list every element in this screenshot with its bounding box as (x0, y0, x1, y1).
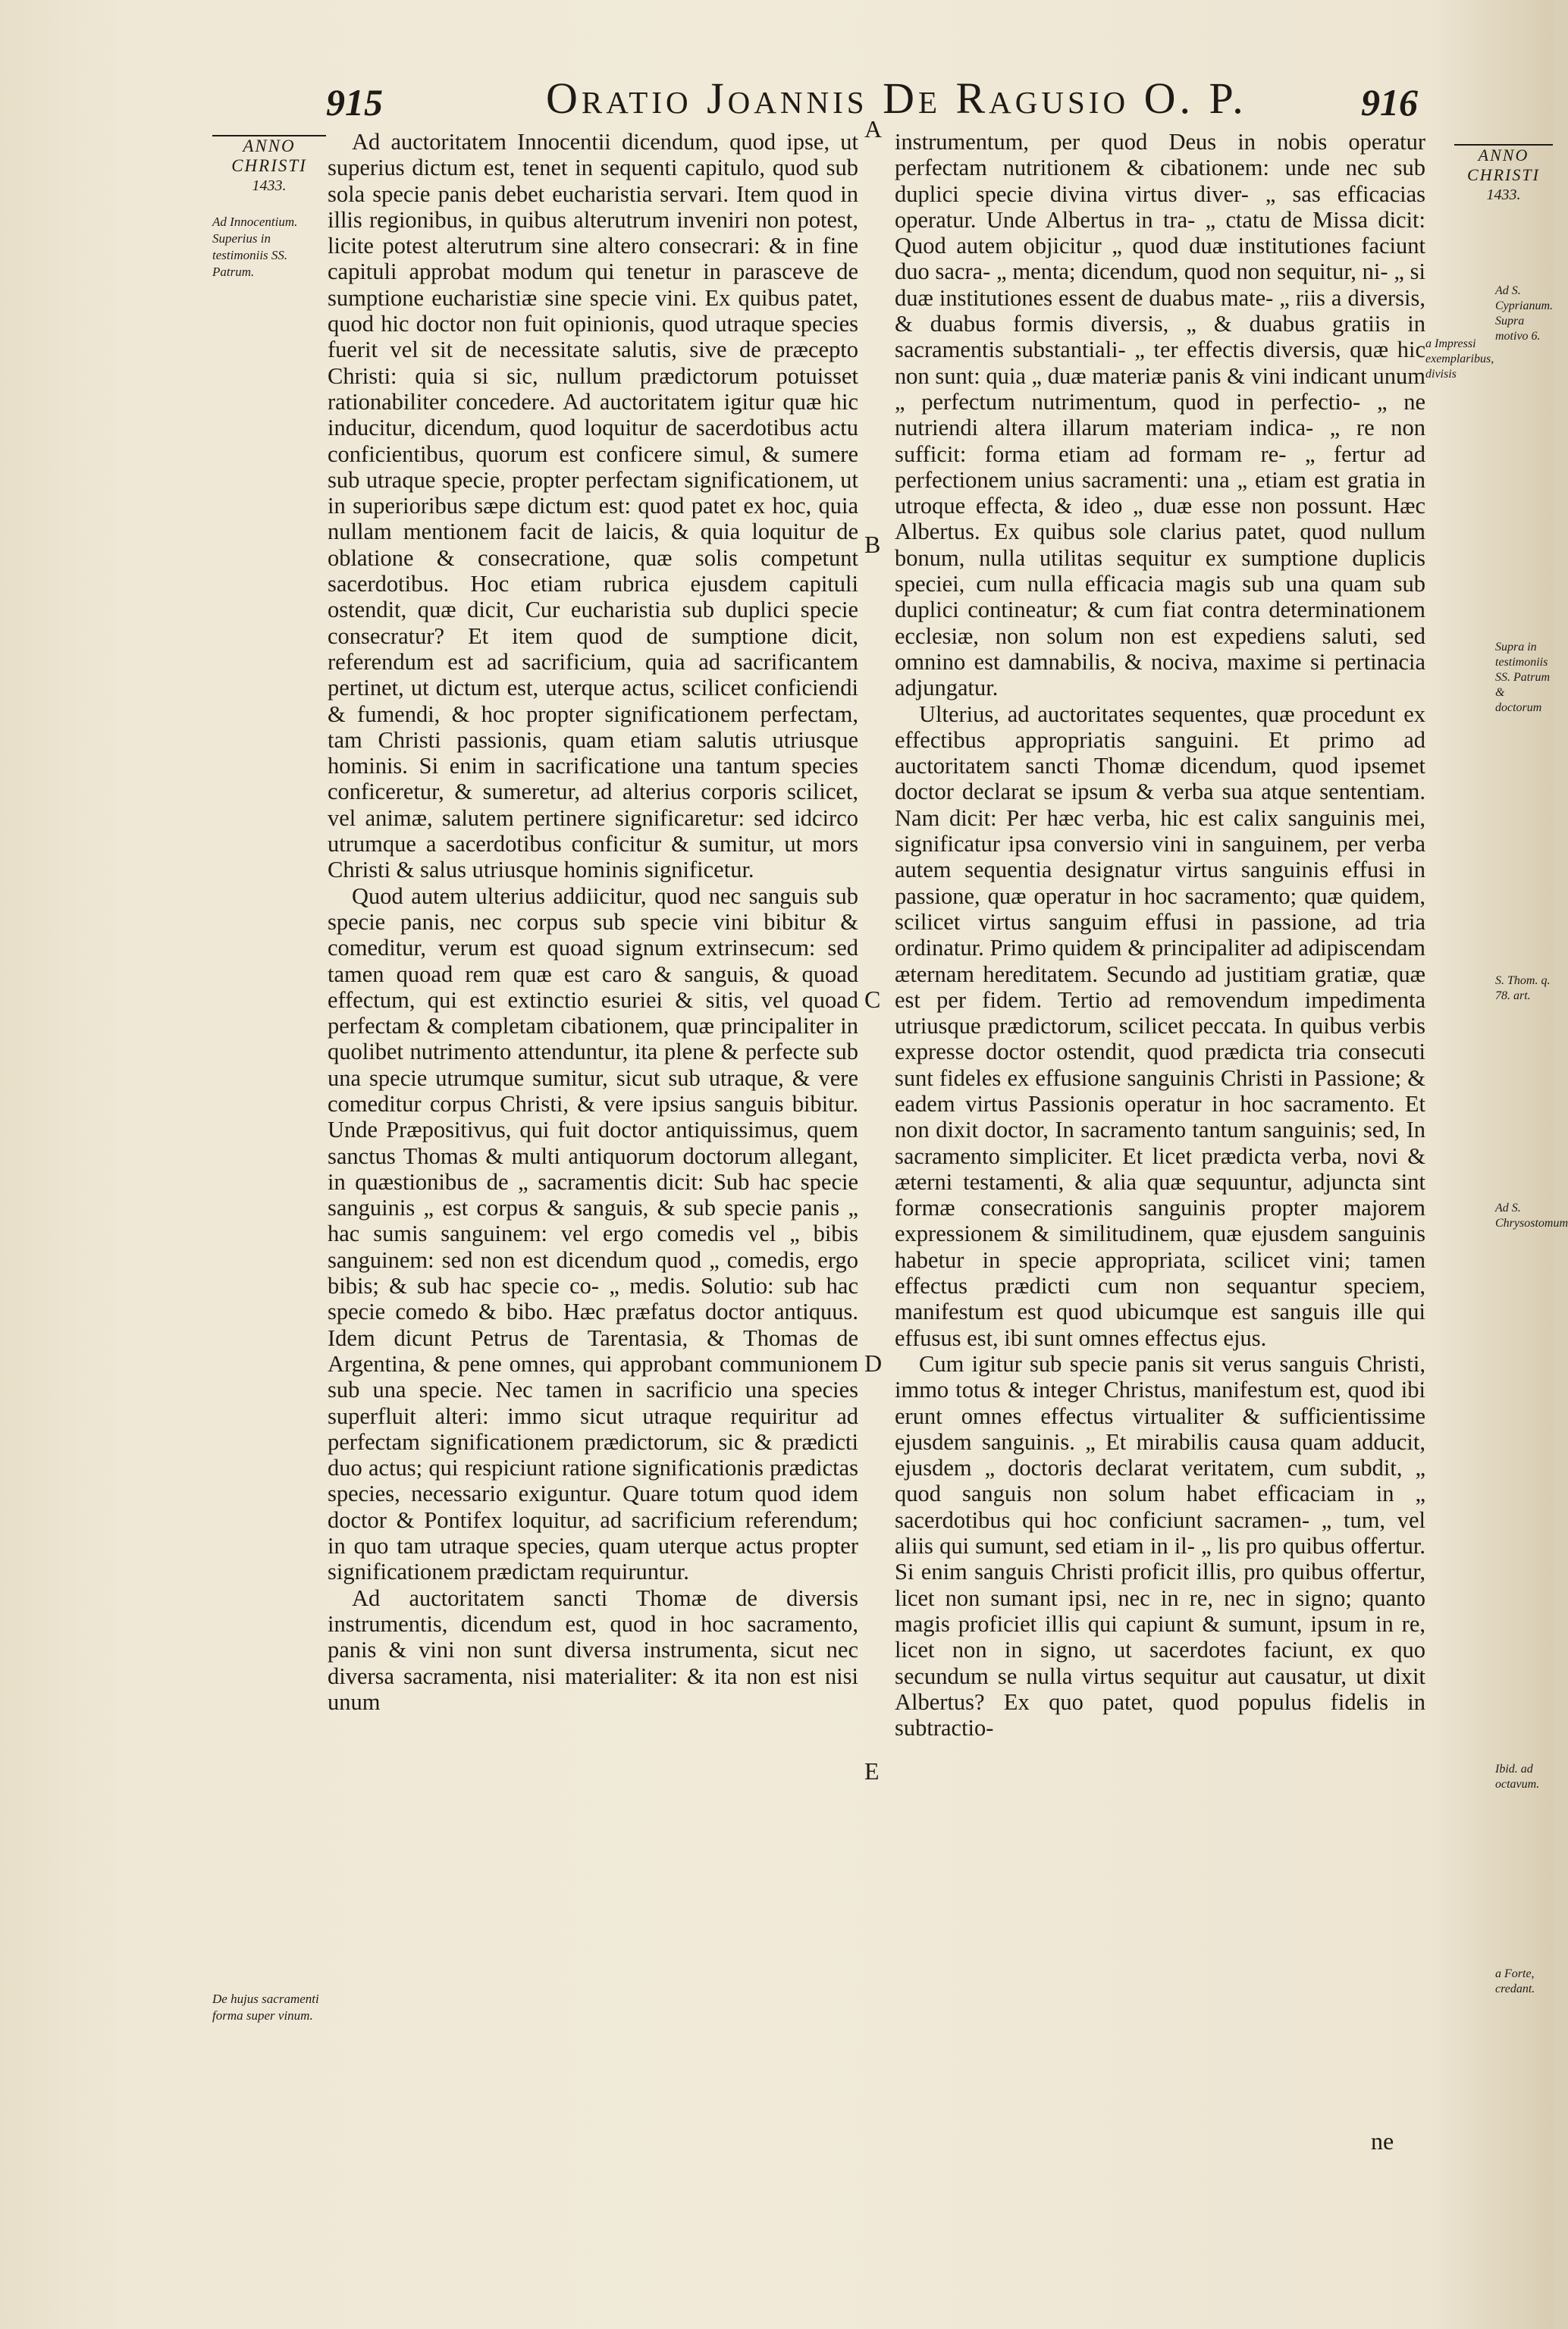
side-note-forma: De hujus sacramenti forma super vinum. (212, 1992, 319, 2023)
side-note-testimoniis: Supra in testimoniis SS. Patrum & doctorum (1495, 641, 1550, 714)
page-number-left: 915 (326, 81, 383, 124)
page-title: Oratio Joannis De Ragusio O. P. (546, 74, 1247, 123)
text-column-left (328, 129, 858, 1715)
anno-label: ANNO (212, 135, 326, 156)
christi-label: CHRISTI (1467, 165, 1540, 184)
side-note-credant: a Forte, credant. (1495, 1967, 1535, 1995)
side-note-octavum: Ibid. ad octavum. (1495, 1763, 1540, 1791)
side-note-chrysostomum: Ad S. Chrysostomum (1495, 1202, 1568, 1230)
column-letter: B (864, 531, 881, 558)
text-column-right (895, 129, 1425, 1741)
side-note-thomas: S. Thom. q. 78. art. (1495, 974, 1551, 1002)
page-number-right: 916 (1361, 81, 1418, 124)
paragraph: Ad auctoritatem Innocentii dicendum, quod ipse, ut superius dictum est, tenet in sequenti capitulo, quod sub sola specie panis debet eucharistia servari. Item quod in illis regionibus, in quibus alterutrum inveniri non potest, licite potest alterutrum sine altero consecrari: & in fine capituli approbat modum qui tenetur in parasceve de sumptione eucharistiæ sine specie vini. Ex quibus patet, quod hic doctor non fuit opinionis, quod utraque species fuerit vel sit de necessitate salutis, sive de præcepto Christi: quia si sic, nullum prædictorum potuisset rationabiliter concedere. Ad auctoritatem igitur quæ hic inducitur, dicendum, quod loquitur de sacerdotibus actu conficientibus, quorum est conficere simul, & sumere sub utraque specie, propter perfectam significationem, ut in superioribus sæpe dictum est: quod patet ex hoc, quia nullam mentionem facit de laicis, & quia loquitur de oblatione & consecratione, quæ solis competunt sacerdotibus. Hoc etiam rubrica ejusdem capituli ostendit, quæ dicit, Cur eucharistia sub duplici specie consecratur? Et item quod de sumptione dicit, referendum est ad sacrificium, quia ad sacrificantem pertinet, ut dictum est, uterque actus, scilicet conficiendi & fumendi, & hoc propter significationem perfectam, tam Christi passionis, quam etiam salutis utriusque hominis. Si enim in sacrificatione una tantum species conficeretur, & sumeretur, ad alterius corporis scilicet, vel animæ, salutem pertinere significaretur: sed idcirco utrumque a sacerdotibus conficitur & sumitur, ut mors Christi & salus utriusque hominis significetur. (328, 129, 858, 883)
side-note-cyprianum: Ad S. Cyprianum. Supra motivo 6. (1495, 284, 1553, 343)
paragraph: instrumentum, per quod Deus in nobis operatur perfectam nutritionem & cibationem: unde nec sub duplici specie divina virtus diver- „ sas efficacias operatur. Unde Albertus in tra- „ ctatu de Missa dicit: Quod autem objicitur „ quod duæ institutiones faciunt duo sacra- „ menta; dicendum, quod non sequitur, ni- „ si duæ institutiones essent de duabus mate- „ riis a diversis, & duabus formis diversis, „ & duabus gratiis in sacramentis substantiali- „ ter effectis diversis, quæ hic non sunt: quia „ duæ materiæ panis & vini indicant unum „ perfectum nutrimentum, quod in perfectio- „ ne nutriendi altera illarum materiam indica- „ re non sufficit: forma etiam ad formam re- „ fertur ad perfectionem unius sacramenti: una „ etiam est gratia in utroque effecta, & ideo „ duæ esse non possunt. Hæc Albertus. Ex quibus sole clarius patet, quod nullum bonum, nulla utilitas sequitur ex sumptione duplicis speciei, cum nulla efficacia magis sub una quam sub duplici contineatur; & cum fiat contra determinationem ecclesiæ, non solum non est expediens saluti, sed omnino est damnabilis, & nociva, maxime si pertinacia adjungatur. (895, 129, 1425, 701)
year-label: 1433. (252, 177, 287, 194)
running-head (0, 70, 1553, 130)
anno-label: ANNO (1454, 144, 1553, 165)
left-margin (212, 135, 326, 2023)
catchword: ne (1371, 2127, 1394, 2155)
footnote-star: a Impressi exemplaribus, divisis (1425, 337, 1494, 381)
right-margin (1454, 144, 1553, 205)
year-box-left (212, 135, 326, 196)
side-note-innocentium: Ad Innocentium. Superius in testimoniis SS. Patrum. (212, 215, 298, 279)
paragraph: Ulterius, ad auctoritates sequentes, quæ procedunt ex effectibus appropriatis sanguini. Et primo ad auctoritatem sancti Thomæ dicendum, quod ipsemet doctor declarat se ipsum & verba sua atque sententiam. Nam dicit: Per hæc verba, hic est calix sanguinis mei, significatur ipsa conversio vini in sanguinem, per verba autem sequentia designatur virtus sanguinis effusi in passione, quæ operatur in hoc sacramento; quæ quidem, scilicet virtus sanguim effusi in passione, ad tria ordinatur. Primo quidem & principaliter ad adipiscendam æternam hereditatem. Secundo ad justitiam gratiæ, quæ est per fidem. Tertio ad removendum impedimenta utriusque prædictorum, scilicet peccata. In quibus verbis expresse doctor ostendit, quod prædicta tria consecuti sunt fideles ex effusione sanguinis Christi in Passione; & eadem virtus Passionis operatur in hoc sacramento. Et non dixit doctor, In sacramento tantum sanguinis; sed, In sacramento simpliciter. Et licet prædicta verba, novi & æterni testamenti, & alia quæ sequuntur, adjuncta sint formæ consecrationis sanguinis propter majorem expressionem & similitudinem, quæ ejusdem sanguinis habetur in specie appropriata, scilicet vini; tamen effectus prædicti cum non sequantur speciem, manifestum est quod ubicumque est sanguis ille qui effusus est, ibi sunt omnes effectus ejus. (895, 701, 1425, 1351)
column-letter: C (864, 986, 881, 1013)
paragraph: Cum igitur sub specie panis sit verus sanguis Christi, immo totus & integer Christus, manifestum est, quod ibi erunt omnes effectus virtualiter & sufficientissime ejusdem sanguinis. „ Et mirabilis causa quam adducit, ejusdem „ doctoris declarat veritatem, cum subdit, „ quod sanguis non solum habet efficaciam in „ sacerdotibus qui hoc conficiunt sacramen- „ tum, vel aliis qui sumunt, sed etiam in il- „ lis pro quibus offertur. Si enim sanguis Christi proficit illis, pro quibus offertur, licet non sumant ipsi, nec in re, nec in signo; quanto magis proficiet illis qui capiunt & sumunt, ipsum in re, licet non in signo, ut sacerdotes faciunt, ex quo secundum se nulla virtus sequitur aut causatur, ut dixit Albertus? Ex quo patet, quod populus fidelis in subtractio- (895, 1350, 1425, 1741)
year-label: 1433. (1486, 187, 1521, 203)
paragraph: Ad auctoritatem sancti Thomæ de diversis instrumentis, dicendum est, quod in hoc sacramento, panis & vini non sunt diversa instrumenta, sicut nec diversa sacramenta, nisi materialiter: & ita non est nisi unum (328, 1585, 858, 1715)
christi-label: CHRISTI (231, 156, 307, 175)
column-letter: D (864, 1349, 883, 1377)
column-letter: E (864, 1757, 880, 1785)
year-box-right (1454, 144, 1553, 205)
paragraph: Quod autem ulterius addiicitur, quod nec sanguis sub specie panis, nec corpus sub specie vini bibitur & comeditur, verum est quoad signum extrinsecum: sed tamen quoad rem quæ est caro & sanguis, & quoad effectum, qui est extinctio esuriei & sitis, vel quoad perfectam & completam cibationem, quæ principaliter in quolibet nutrimento attenduntur, ita plene & perfecte sub una specie utrumque sumitur, sicut sub utraque, & vere comeditur corpus Christi, & vere ipsius sanguis bibitur. Unde Præpositivus, qui fuit doctor antiquissimus, quem sanctus Thomas & multi antiquorum doctorum allegant, in quæstionibus de „ sacramentis dicit: Sub hac specie sanguinis „ est corpus & sanguis, & sub specie panis „ hac sumis sanguinem: vel ergo comedis vel „ bibis sanguinem: sed non est dicendum quod „ comedis, ergo bibis; & sub hac specie co- „ medis. Solutio: sub hac specie comedo & bibo. Hæc præfatus doctor antiquus. Idem dicunt Petrus de Tarentasia, & Thomas de Argentina, & pene omnes, qui approbant communionem sub una specie. Nec tamen in sacrificio una species superfluit alteri: immo sicut utraque requiritur ad perfectam significationem prædictorum, sic & prædicti duo actus; qui respiciunt ratione significationis prædictas species, necessario exiguntur. Quare totum quod idem doctor & Pontifex loquitur, ad sacrificium referendum; in quo tam utraque species, quam uterque actus propter significationem prædictam requiruntur. (328, 882, 858, 1585)
column-letter: A (864, 115, 883, 143)
